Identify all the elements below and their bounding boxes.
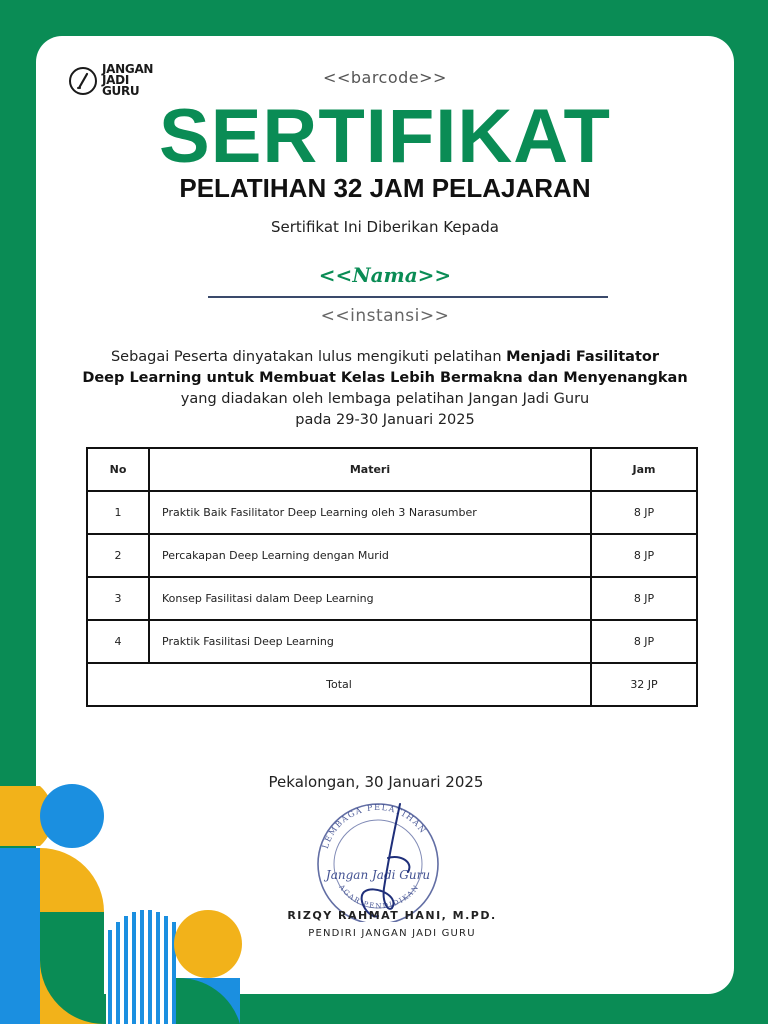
row-jam: 8 JP (591, 491, 697, 534)
description-paragraph (56, 347, 714, 431)
signer-role: PENDIRI JANGAN JADI GURU (308, 928, 476, 939)
row-materi: Konsep Fasilitasi dalam Deep Learning (149, 577, 591, 620)
course-title-part-2: Deep Learning untuk Membuat Kelas Lebih Bermakna dan Menyenangkan (82, 370, 688, 386)
row-no: 2 (87, 534, 149, 577)
description-organizer: yang diadakan oleh lembaga pelatihan Jangan Jadi Guru (180, 391, 590, 407)
svg-text:AGAR PENDIDIKAN (337, 882, 421, 910)
description-intro: Sebagai Peserta dinyatakan lulus mengikuti pelatihan (110, 349, 507, 365)
table-row (87, 620, 697, 663)
description-date: pada 29-30 Januari 2025 (295, 412, 475, 428)
logo-line-3: GURU (102, 84, 140, 98)
row-no: 3 (87, 577, 149, 620)
name-underline (208, 296, 608, 298)
row-jam: 8 JP (591, 620, 697, 663)
recipient-name: <<Nama>> (318, 263, 452, 287)
certificate-card (36, 36, 734, 994)
logo-line-2: JADI (102, 73, 129, 87)
certificate-title: SERTIFIKAT (159, 94, 611, 179)
header-materi: Materi (149, 448, 591, 491)
certificate-subtitle: PELATIHAN 32 JAM PELAJARAN (179, 173, 591, 203)
seal-bottom-text: AGAR PENDIDIKAN (337, 882, 421, 911)
total-value: 32 JP (591, 663, 697, 706)
table-row (87, 534, 697, 577)
course-material-table (86, 447, 698, 707)
row-no: 1 (87, 491, 149, 534)
table-total-row (87, 663, 697, 706)
course-title-part-1: Menjadi Fasilitator (506, 349, 660, 365)
table-row (87, 491, 697, 534)
row-jam: 8 JP (591, 534, 697, 577)
header-jam: Jam (591, 448, 697, 491)
table-row (87, 577, 697, 620)
header-no: No (87, 448, 149, 491)
svg-text:LEMBAGA PELATIHAN (321, 803, 428, 850)
row-no: 4 (87, 620, 149, 663)
total-label: Total (87, 663, 591, 706)
table-header-row (87, 448, 697, 491)
row-materi: Praktik Fasilitasi Deep Learning (149, 620, 591, 663)
place-and-date: Pekalongan, 30 Januari 2025 (268, 773, 484, 791)
row-materi: Praktik Baik Fasilitator Deep Learning oleh 3 Narasumber (149, 491, 591, 534)
seal-top-text: LEMBAGA PELATIHAN (320, 802, 429, 850)
logo-line-1: JANGAN (102, 62, 154, 76)
institution-seal (304, 792, 454, 922)
recipient-institution: <<instansi>> (320, 306, 450, 326)
given-to-text: Sertifikat Ini Diberikan Kepada (271, 218, 499, 236)
row-materi: Percakapan Deep Learning dengan Murid (149, 534, 591, 577)
seal-middle-text: Jangan Jadi Guru (325, 868, 431, 882)
row-jam: 8 JP (591, 577, 697, 620)
signer-name: RIZQY RAHMAT HANI, M.PD. (287, 909, 497, 922)
barcode-placeholder: <<barcode>> (323, 68, 447, 87)
